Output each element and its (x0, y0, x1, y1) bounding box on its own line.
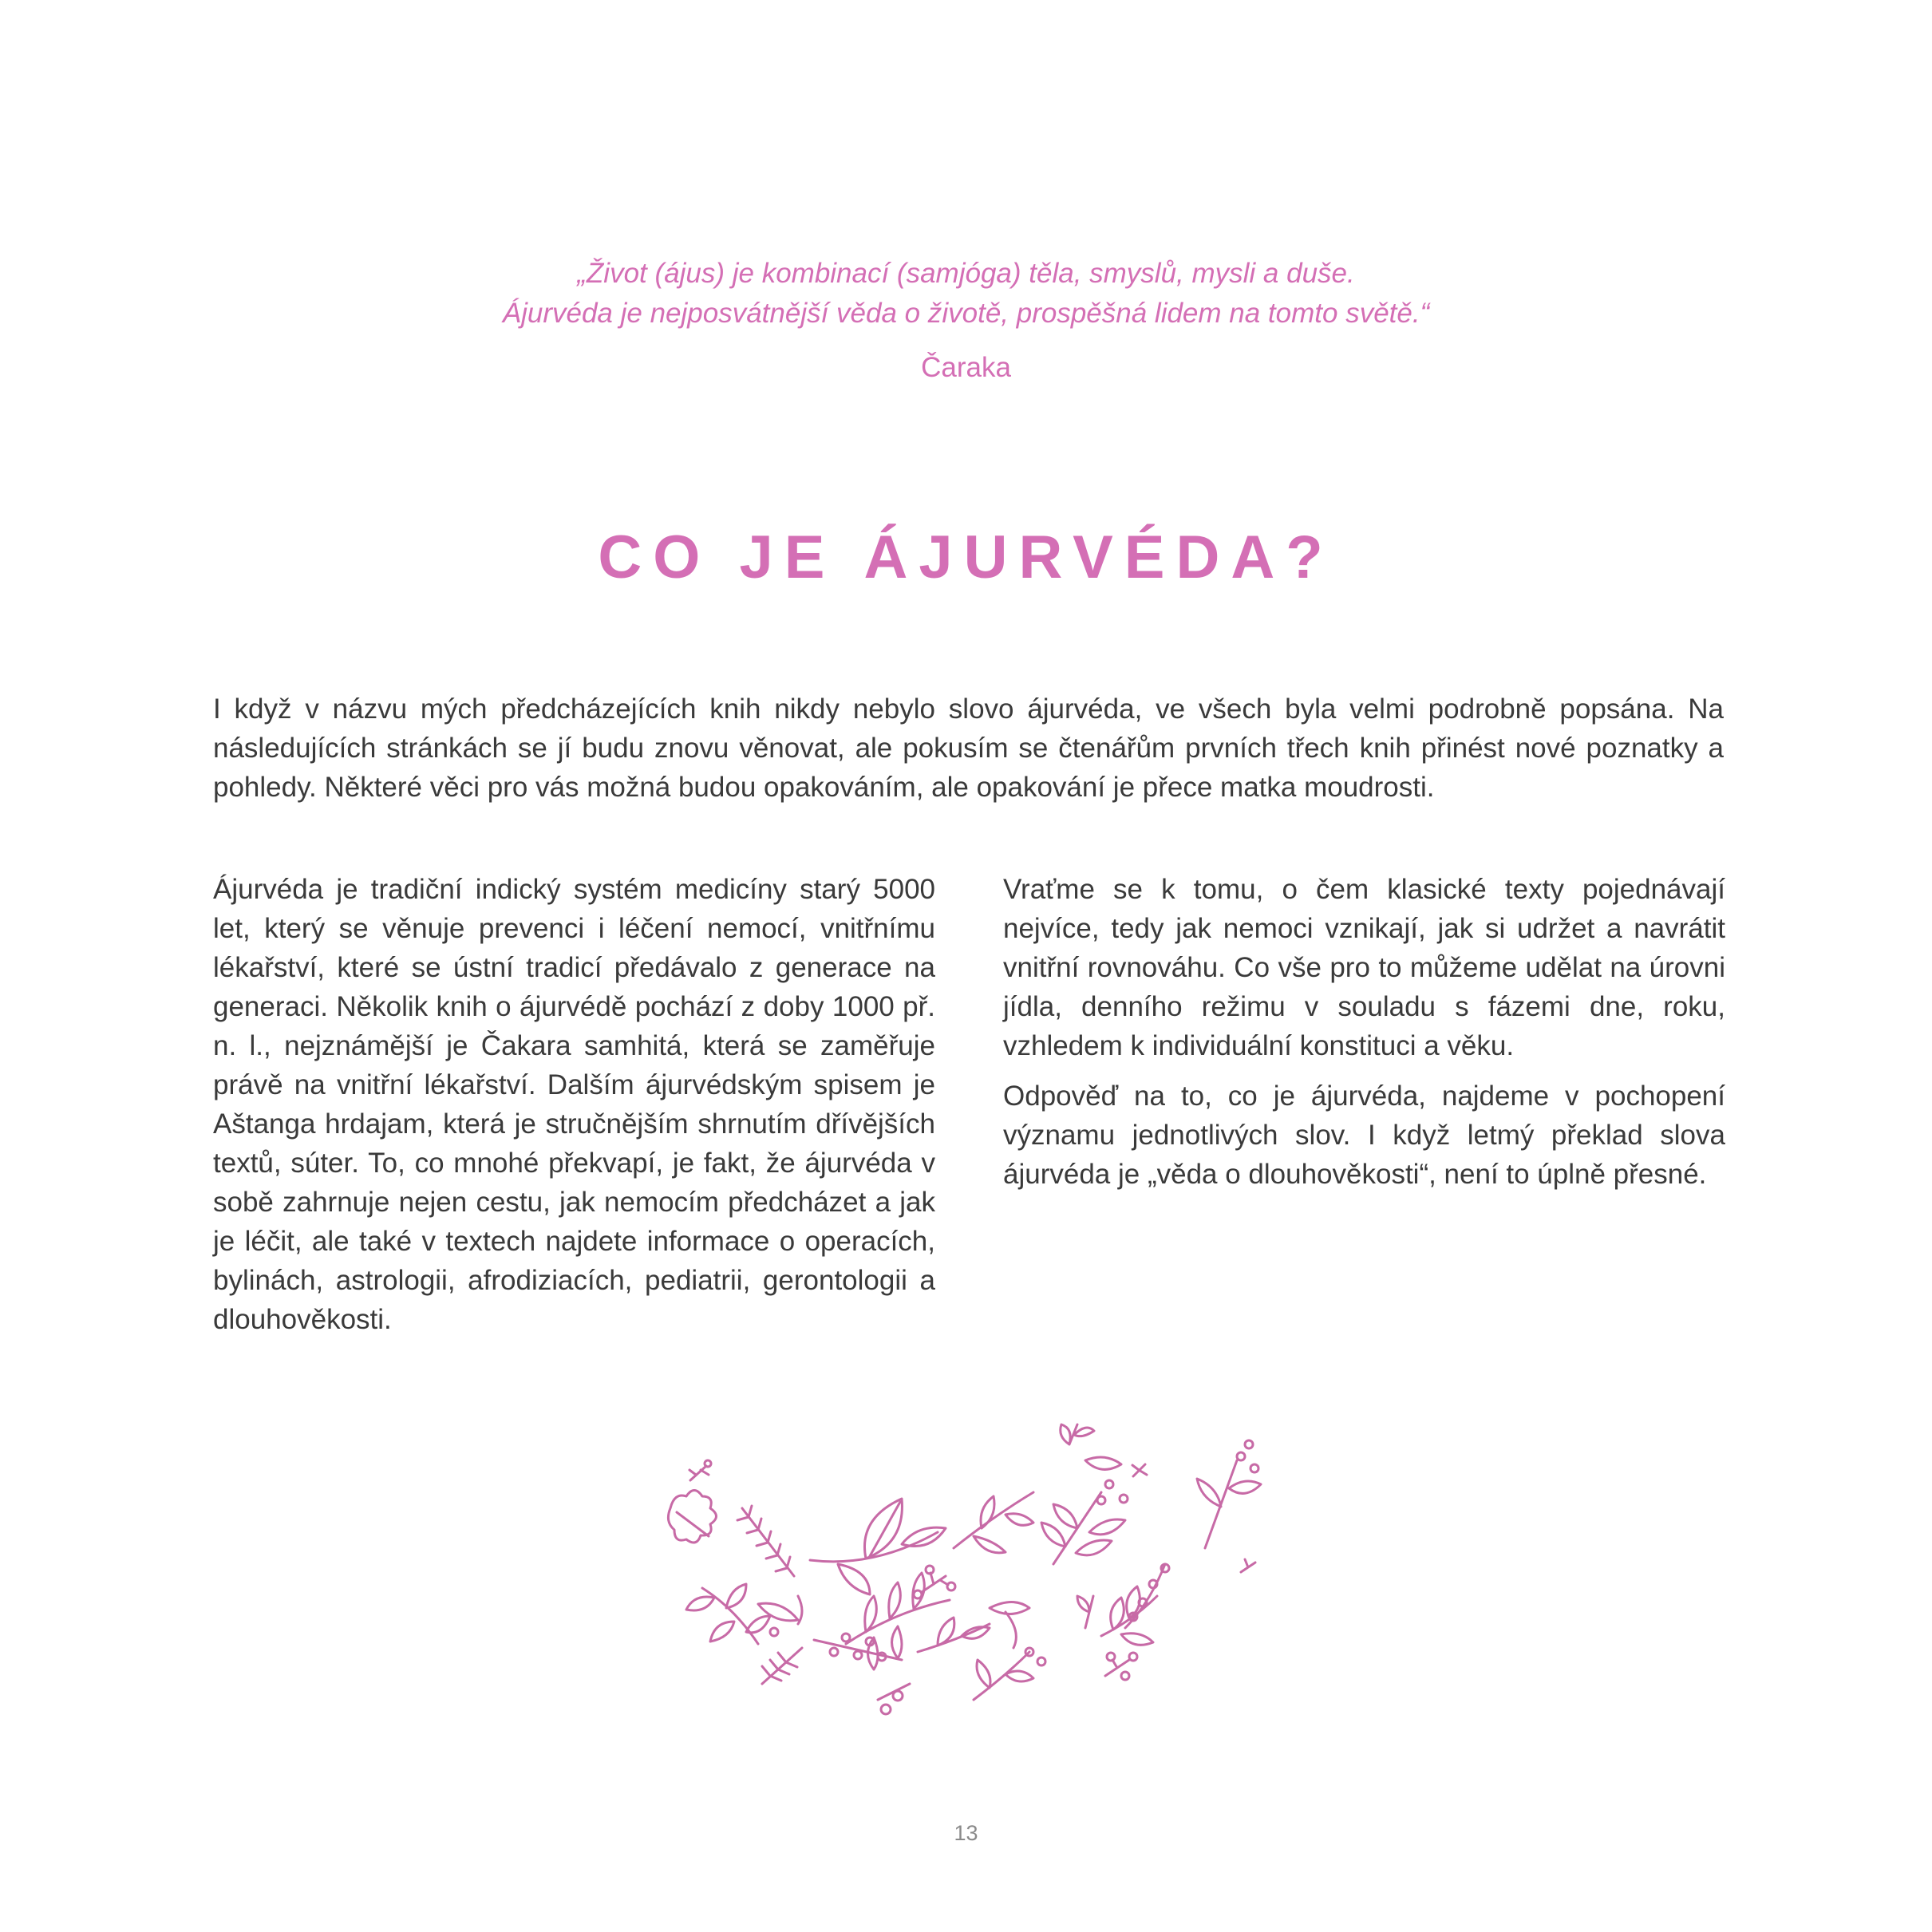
leaf-spray-icon (1041, 1480, 1128, 1564)
quote-line-2: Ájurvéda je nejposvátnější věda o životě, prospěšná lidem na tomto světě.“ (502, 298, 1430, 329)
leaf-branch-icon (810, 1499, 946, 1594)
page-number: 13 (954, 1821, 978, 1845)
fern-branch-icon (737, 1506, 794, 1576)
quote-author: Čaraka (921, 352, 1011, 383)
right-column (1003, 870, 1725, 1205)
quote-line-1: „Život (ájus) je kombinací (samjóga) těla, smyslů, mysli a duše. (577, 258, 1355, 289)
bottom-leaves-icon (918, 1602, 1029, 1653)
twig-icon (954, 1492, 1033, 1553)
berry-cluster-icon (914, 1566, 955, 1598)
small-berries-icon (1105, 1653, 1137, 1680)
right-leaves-icon (1077, 1586, 1157, 1645)
bottom-twig-icon (878, 1648, 1045, 1714)
chapter-heading: CO JE ÁJURVÉDA? (598, 523, 1334, 591)
oak-leaf-icon (668, 1491, 716, 1543)
right-paragraph-2: Odpověď na to, co je ájurvéda, najdeme v pochopení významu jednotlivých slov. I když letmý překlad slova ájurvéda je „věda o dlouhověkosti“, není to úplně přesné. (1003, 1081, 1725, 1190)
curled-leaves-icon (686, 1584, 770, 1644)
left-column (213, 870, 935, 1350)
berry-sprig-icon (689, 1460, 711, 1480)
floral-leaves-icon (654, 1412, 1277, 1732)
right-paragraph-1: Vraťme se k tomu, o čem klasické texty pojednávají nejvíce, tedy jak nemoci vznikají, jak si udržet a navrátit vnitřní rovnováhu. Co vše pro to můžeme udělat na úrovni jídla, denního režimu v souladu s fázemi dne, roku, vzhledem k individuální konstituci a věku. (1003, 874, 1725, 1061)
intro-paragraph: I když v názvu mých předcházejících knih nikdy nebylo slovo ájurvéda, ve všech byla velmi podrobně popsána. Na následujících stránkách se jí budu znovu věnovat, ale pokusím se čtenářům prvních třech knih přinést nové poznatky a pohledy. Některé věci pro vás možná budou opakováním, ale opakování je přece matka moudrosti. (213, 693, 1724, 803)
epigraph-quote (0, 254, 1932, 388)
small-sprig-icon (1132, 1464, 1147, 1476)
pine-sprig-icon (762, 1648, 802, 1684)
left-paragraph-1: Ájurvéda je tradiční indický systém medicíny starý 5000 let, který se věnuje prevenci i léčení nemocí, vnitřnímu lékařství, které se ústní tradicí předávalo z generace na generaci. Několik knih o ájurvédě pochází z doby 1000 př. n. l., nejznámější je Čakara samhitá, která se zaměřuje právě na vnitřní lékařství. Dalším ájurvédským spisem je Aštanga hrdajam, která je stručnějším shrnutím dřívějších textů, súter. To, co mnohé překvapí, je fakt, že ájurvéda v sobě zahrnuje nejen cestu, jak nemocím předcházet a jak je léčit, ale také v textech najdete informace o operacích, bylinách, astrologii, afrodiziacích, pediatrii, gerontologii a dlouhověkosti. (213, 874, 935, 1335)
sprig-icon (1061, 1424, 1121, 1469)
right-sprig-icon (1197, 1440, 1261, 1572)
